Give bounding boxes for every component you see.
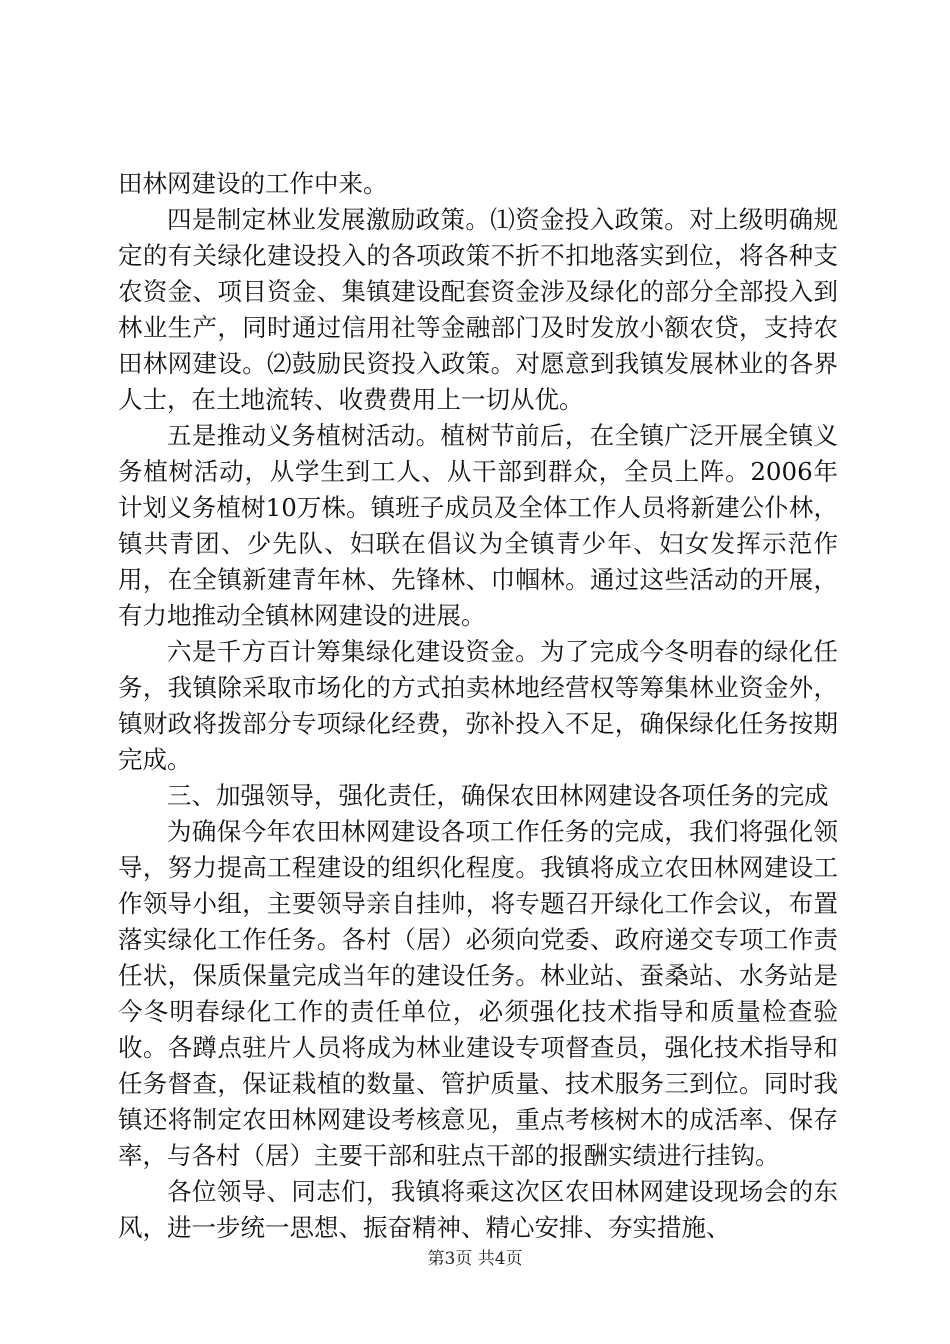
page-number-footer: 第3页 共4页 (427, 1249, 523, 1269)
paragraph-closing: 各位领导、同志们，我镇将乘这次区农田林网建设现场会的东风，进一步统一思想、振奋精神、精心安排、夯实措施、 (118, 1177, 838, 1242)
paragraph-incentive-policy: 四是制定林业发展激励政策。⑴资金投入政策。对上级明确规定的有关绿化建设投入的各项政策不折不扣地落实到位，将各种支农资金、项目资金、集镇建设配套资金涉及绿化的部分全部投入到林业生产，同时通过信用社等金融部门及时发放小额农贷，支持农田林网建设。⑵鼓励民资投入政策。对愿意到我镇发展林业的各界人士，在土地流转、收费费用上一切从优。 (118, 205, 838, 414)
section-heading-leadership: 三、加强领导，强化责任，确保农田林网建设各项任务的完成 (167, 781, 829, 810)
document-body (118, 166, 838, 1246)
paragraph-funding: 六是千方百计筹集绿化建设资金。为了完成今冬明春的绿化任务，我镇除采取市场化的方式拍卖林地经营权等筹集林业资金外，镇财政将拨部分专项绿化经费，弥补投入不足，确保绿化任务按期完成。 (118, 637, 838, 774)
paragraph-leadership: 为确保今年农田林网建设各项工作任务的完成，我们将强化领导，努力提高工程建设的组织化程度。我镇将成立农田林网建设工作领导小组，主要领导亲自挂帅，将专题召开绿化工作会议，布置落实绿化工作任务。各村（居）必须向党委、政府递交专项工作责任状，保质保量完成当年的建设任务。林业站、蚕桑站、水务站是今冬明春绿化工作的责任单位，必须强化技术指导和质量检查验收。各蹲点驻片人员将成为林业建设专项督查员，强化技术指导和任务督查，保证栽植的数量、管护质量、技术服务三到位。同时我镇还将制定农田林网建设考核意见，重点考核树木的成活率、保存率，与各村（居）主要干部和驻点干部的报酬实绩进行挂钩。 (118, 817, 838, 1170)
paragraph-continuation: 田林网建设的工作中来。 (118, 169, 388, 198)
paragraph-tree-planting: 五是推动义务植树活动。植树节前后，在全镇广泛开展全镇义务植树活动，从学生到工人、从干部到群众，全员上阵。2006年计划义务植树10万株。镇班子成员及全体工作人员将新建公仆林，镇共青团、少先队、妇联在倡议为全镇青少年、妇女发挥示范作用，在全镇新建青年林、先锋林、巾帼林。通过这些活动的开展，有力地推动全镇林网建设的进展。 (118, 421, 838, 630)
